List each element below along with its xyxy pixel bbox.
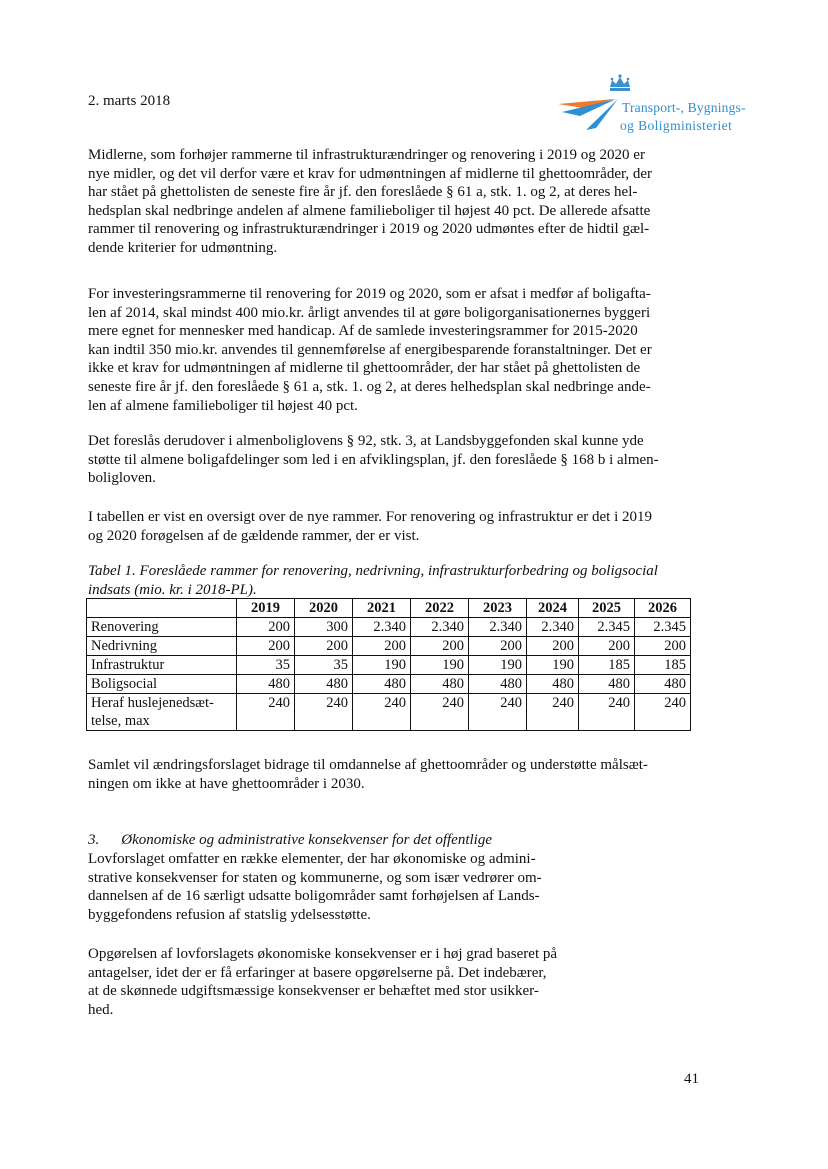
cell: 240 [635, 694, 691, 731]
budget-table [86, 598, 691, 731]
row-label: Infrastruktur [87, 656, 237, 675]
text-line: Samlet vil ændringsforslaget bidrage til omdannelse af ghettoområder og understøtte målsæt- [88, 757, 648, 773]
cell: 190 [353, 656, 411, 675]
paragraph-3 [88, 432, 712, 488]
column-header: 2025 [579, 599, 635, 618]
row-label-line: telse, max [91, 713, 150, 729]
table-caption [88, 562, 718, 599]
text-line: hed. [88, 1001, 114, 1018]
row-label-line: Heraf huslejenedsæt- [91, 695, 214, 711]
table-row [87, 618, 691, 637]
section-title: Økonomiske og administrative konsekvenser for det offentlige [121, 832, 492, 848]
table-row [87, 637, 691, 656]
cell: 200 [469, 637, 527, 656]
cell: 190 [411, 656, 469, 675]
caption-line: indsats (mio. kr. i 2018-PL). [88, 581, 257, 598]
row-label: Nedrivning [87, 637, 237, 656]
cell: 200 [411, 637, 469, 656]
date: 2. marts 2018 [88, 93, 171, 109]
cell: 190 [469, 656, 527, 675]
cell: 300 [295, 618, 353, 637]
text-line: I tabellen er vist en oversigt over de nye rammer. For renovering og infrastruktur er det i 2019 [88, 509, 652, 525]
cell: 185 [579, 656, 635, 675]
cell: 2.345 [635, 618, 691, 637]
column-header: 2023 [469, 599, 527, 618]
section-paragraph-2 [88, 945, 712, 1019]
column-header: 2022 [411, 599, 469, 618]
cell: 480 [237, 675, 295, 694]
text-line: ningen om ikke at have ghettoområder i 2030. [88, 775, 365, 792]
ministry-logo [556, 72, 761, 138]
text-line: kan indtil 350 mio.kr. anvendes til gennemførelse af energibesparende foranstaltninger. Det er [88, 341, 652, 358]
text-line: hedsplan skal nedbringe andelen af almene familieboliger til højest 40 pct. De allerede afsatte [88, 202, 651, 219]
ministry-name-line1: Transport-, Bygnings- [622, 100, 746, 115]
text-line: For investeringsrammerne til renovering for 2019 og 2020, som er afsat i medfør af boligafta- [88, 286, 651, 302]
ministry-name-line2: og Boligministeriet [620, 118, 733, 133]
section-number: 3. [88, 832, 100, 848]
cell: 480 [353, 675, 411, 694]
text-line: ikke et krav for udmøntningen af midlerne til ghettoområder, der har stået på ghettolisten de [88, 360, 641, 377]
text-line: har stået på ghettolisten de seneste fire år jf. den foreslåede § 61 a, stk. 1. og 2, at deres hel- [88, 184, 638, 201]
column-header: 2020 [295, 599, 353, 618]
text-line: Det foreslås derudover i almenboliglovens § 92, stk. 3, at Landsbyggefonden skal kunne yde [88, 433, 644, 449]
row-label: Boligsocial [87, 675, 237, 694]
text-line: len af almene familieboliger til højest 40 pct. [88, 397, 358, 414]
text-line: mere egnet for mennesker med handicap. Af de samlede investeringsrammer for 2015-2020 [88, 323, 638, 340]
cell: 480 [295, 675, 353, 694]
cell: 2.345 [579, 618, 635, 637]
cell: 190 [527, 656, 579, 675]
paragraph-after-table [88, 756, 712, 793]
cell: 200 [635, 637, 691, 656]
cell: 2.340 [469, 618, 527, 637]
column-header: 2021 [353, 599, 411, 618]
text-line: boligloven. [88, 470, 156, 487]
text-line: rammer til renovering og infrastrukturændringer i 2019 og 2020 udmøntes efter de hidtil gæl- [88, 221, 650, 238]
paragraph-2 [88, 285, 712, 415]
section-paragraph-1 [88, 850, 712, 924]
cell: 240 [469, 694, 527, 731]
cell: 240 [237, 694, 295, 731]
paragraph-1 [88, 146, 712, 258]
text-line: seneste fire år jf. den foreslåede § 61 a, stk. 1. og 2, at deres helhedsplan skal nedbringe ande- [88, 378, 651, 395]
paragraph-4 [88, 508, 712, 545]
text-line: Midlerne, som forhøjer rammerne til infrastrukturændringer og renovering i 2019 og 2020 er [88, 147, 645, 163]
text-line: byggefondens refusion af statslig ydelsesstøtte. [88, 906, 371, 923]
text-line: len af 2014, skal mindst 400 mio.kr. årligt anvendes til at gøre boligorganisationernes byggeri [88, 304, 651, 321]
cell: 240 [527, 694, 579, 731]
cell: 240 [295, 694, 353, 731]
cell: 200 [353, 637, 411, 656]
section-heading [88, 832, 492, 849]
cell: 200 [579, 637, 635, 656]
column-header: 2019 [237, 599, 295, 618]
cell: 2.340 [411, 618, 469, 637]
text-line: Lovforslaget omfatter en række elementer, der har økonomiske og admini- [88, 851, 536, 867]
cell: 35 [237, 656, 295, 675]
cell: 480 [635, 675, 691, 694]
row-label [87, 694, 237, 731]
text-line: og 2020 forøgelsen af de gældende rammer, der er vist. [88, 527, 420, 544]
table-header-row [87, 599, 691, 618]
cell: 240 [579, 694, 635, 731]
cell: 2.340 [353, 618, 411, 637]
column-header: 2024 [527, 599, 579, 618]
page-number: 41 [684, 1071, 699, 1087]
text-line: dende kriterier for udmøntning. [88, 239, 278, 256]
cell: 185 [635, 656, 691, 675]
cell: 480 [411, 675, 469, 694]
text-line: antagelser, idet der er få erfaringer at basere opgørelserne på. Det indebærer, [88, 964, 547, 981]
table-row [87, 656, 691, 675]
text-line: støtte til almene boligafdelinger som led i en afviklingsplan, jf. den foreslåede § 168 b i almen- [88, 451, 659, 468]
cell: 240 [353, 694, 411, 731]
table-row [87, 694, 691, 731]
table-row [87, 675, 691, 694]
text-line: dannelsen af de 16 særligt udsatte boligområder samt forhøjelsen af Lands- [88, 888, 540, 905]
cell: 200 [237, 618, 295, 637]
table-header-empty [87, 599, 237, 618]
text-line: at de skønnede udgiftsmæssige konsekvenser er behæftet med stor usikker- [88, 983, 539, 1000]
caption-line: Tabel 1. Foreslåede rammer for renovering, nedrivning, infrastrukturforbedring og boligsocial [88, 563, 658, 579]
column-header: 2026 [635, 599, 691, 618]
text-line: nye midler, og det vil derfor være et krav for udmøntningen af midlerne til ghettoområder, der [88, 165, 653, 182]
text-line: strative konsekvenser for staten og kommunerne, og som især vedrører om- [88, 869, 542, 886]
cell: 35 [295, 656, 353, 675]
cell: 480 [579, 675, 635, 694]
cell: 480 [527, 675, 579, 694]
row-label: Renovering [87, 618, 237, 637]
cell: 480 [469, 675, 527, 694]
cell: 200 [295, 637, 353, 656]
cell: 200 [527, 637, 579, 656]
cell: 200 [237, 637, 295, 656]
cell: 2.340 [527, 618, 579, 637]
cell: 240 [411, 694, 469, 731]
text-line: Opgørelsen af lovforslagets økonomiske konsekvenser er i høj grad baseret på [88, 946, 558, 962]
